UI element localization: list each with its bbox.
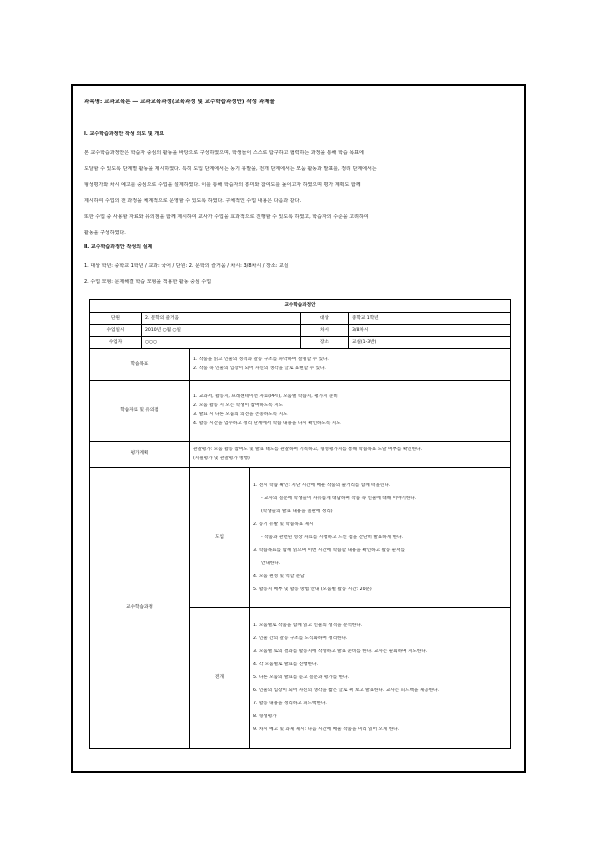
evaluation-label: 평가계획 bbox=[90, 441, 190, 467]
info-value: 2010년 ○월 ○일 bbox=[142, 325, 301, 337]
stage-item: - 교사의 질문에 학생들이 자유롭게 대답하며 작품 속 인물에 대해 이야기한다. bbox=[261, 495, 417, 501]
material-item: 1. 교과서, 활동지, 프레젠테이션 자료(PPT), 모둠별 학습지, 평가지 준비 bbox=[193, 394, 338, 400]
objective-item: 2. 작품 속 인물의 입장이 되어 자신의 생각을 글로 표현할 수 있다. bbox=[193, 366, 326, 372]
stage-label: 도입 bbox=[190, 467, 250, 608]
stage-item: 6. 인물의 입장이 되어 자신의 생각을 짧은 글로 써 보고 발표한다. 교사는 피드백을 제공한다. bbox=[253, 688, 440, 694]
info-label: 수업자 bbox=[90, 337, 142, 349]
stage-item: 9. 차시 예고 및 과제 제시: 다음 시간에 배울 작품을 미리 읽어 오게 한다. bbox=[253, 727, 400, 733]
stage-item: 4. 모둠 편성 및 역할 분담 bbox=[253, 573, 305, 579]
paragraph-line: 활동을 구성하였다. bbox=[84, 230, 126, 236]
objectives-label: 학습목표 bbox=[90, 349, 190, 381]
paragraph-line: 제시하여 수업의 전 과정을 체계적으로 운영할 수 있도록 하였다. 구체적인 수업 내용은 다음과 같다. bbox=[84, 198, 302, 204]
note-line: 2. 수업 모형: 문제해결 학습 모형을 적용한 활동 중심 수업 bbox=[84, 279, 212, 285]
table-row bbox=[90, 381, 511, 441]
stage-item: 2. 동기 유발 및 학습목표 제시 bbox=[253, 521, 314, 527]
stage-item: 1. 전시 학습 확인: 지난 시간에 배운 작품의 줄거리를 함께 떠올린다. bbox=[253, 482, 391, 488]
evaluation-item: 관찰평가: 모둠 활동 참여도 및 발표 태도를 관찰하여 기록하고, 형성평가지를 통해 학습목표 도달 여부를 확인한다. bbox=[193, 446, 423, 452]
lesson-plan-table bbox=[89, 299, 511, 749]
info-label: 대상 bbox=[301, 313, 349, 325]
materials-cell bbox=[190, 381, 511, 441]
stage-item: 3. 학습목표를 함께 읽으며 이번 시간에 학습할 내용을 확인하고 활동 순서를 bbox=[253, 547, 406, 553]
intro-heading: Ⅰ. 교수학습과정안 작성 의도 및 개요 bbox=[84, 131, 165, 137]
info-value: 3/8차시 bbox=[349, 325, 511, 337]
stage-development-cell bbox=[250, 608, 511, 749]
info-value: 중학교 1학년 bbox=[349, 313, 511, 325]
table-title-row bbox=[90, 300, 511, 313]
stage-intro-cell bbox=[250, 467, 511, 608]
stage-item: 2. 인물 간의 갈등 구조를 도식화하여 정리한다. bbox=[253, 636, 348, 642]
stage-item: 5. 다른 모둠의 발표를 듣고 질문과 평가를 한다. bbox=[253, 675, 349, 681]
stage-item: 3. 모둠별 토의 결과를 활동지에 작성하고 발표 준비를 한다. 교사는 순회하며 지도한다. bbox=[253, 649, 428, 655]
info-label: 장소 bbox=[301, 337, 349, 349]
paragraph-line: 도달할 수 있도록 단계별 활동을 제시하였다. 특히 도입 단계에서는 동기 유발을, 전개 단계에서는 모둠 활동과 발표를, 정리 단계에서는 bbox=[84, 166, 377, 172]
table-row bbox=[90, 349, 511, 381]
process-label: 교수학습과정 bbox=[90, 467, 190, 748]
stage-item: - 작품과 관련된 영상 자료를 시청하고 느낀 점을 간단히 발표하게 한다. bbox=[261, 534, 403, 540]
table-row bbox=[90, 467, 511, 608]
table-title: 교수학습과정안 bbox=[90, 300, 511, 313]
table-row bbox=[90, 337, 511, 349]
objectives-cell bbox=[190, 349, 511, 381]
info-value: ○○○ bbox=[142, 337, 301, 349]
material-item: 2. 모둠 활동 시 모든 학생이 참여하도록 지도 bbox=[193, 403, 284, 409]
stage-item: 안내한다. bbox=[261, 560, 281, 566]
table-row bbox=[90, 441, 511, 467]
info-label: 차시 bbox=[301, 325, 349, 337]
stage-item: 7. 활동 내용을 정리하고 피드백한다. bbox=[253, 701, 327, 707]
note-line: 1. 대상 학년: 중학교 1학년 / 교과: 국어 / 단원: 2. 문학의 즐거움 / 차시: 3/8차시 / 장소: 교실 bbox=[84, 263, 289, 269]
table-row bbox=[90, 313, 511, 325]
evaluation-cell bbox=[190, 441, 511, 467]
stage-item: (학생들의 발표 내용을 칠판에 정리) bbox=[261, 508, 333, 514]
info-value: 2. 문학의 즐거움 bbox=[142, 313, 301, 325]
objective-item: 1. 작품을 읽고 인물의 성격과 갈등 구조를 파악하여 설명할 수 있다. bbox=[193, 357, 329, 363]
table-row bbox=[90, 325, 511, 337]
evaluation-item: (지필평가 및 관찰평가 병행) bbox=[193, 455, 250, 461]
materials-label: 학습자료 및 유의점 bbox=[90, 381, 190, 441]
material-item: 3. 발표 시 다른 모둠의 의견을 존중하도록 지도 bbox=[193, 412, 288, 418]
material-item: 4. 활동 시간을 엄수하고 정리 단계에서 학습 내용을 다시 확인하도록 지도 bbox=[193, 421, 341, 427]
info-value: 교실(1-3반) bbox=[349, 337, 511, 349]
paragraph-line: 형성평가와 차시 예고를 중심으로 수업을 설계하였다. 이를 통해 학습자의 흥미와 참여도를 높이고자 하였으며 평가 계획도 함께 bbox=[84, 182, 361, 188]
sub-heading: Ⅱ. 교수학습과정안 작성의 실제 bbox=[84, 244, 153, 250]
stage-item: 4. 각 모둠별로 발표를 진행한다. bbox=[253, 662, 318, 668]
document-title: 과목명: 교과교육론 ― 교과교육과정(교육과정 및 교수학습과정안) 작성 과제물 bbox=[84, 99, 275, 105]
stage-item: 5. 활동지 배부 및 활동 방법 안내 (모둠별 활동 시간: 20분) bbox=[253, 586, 372, 592]
paragraph-line: 또한 수업 중 사용할 자료와 유의점을 함께 제시하여 교사가 수업을 효과적으로 진행할 수 있도록 하였고, 학습자의 수준을 고려하여 bbox=[84, 214, 369, 220]
stage-label: 전개 bbox=[190, 608, 250, 749]
info-label: 수업일시 bbox=[90, 325, 142, 337]
stage-item: 8. 형성평가 bbox=[253, 714, 277, 720]
paragraph-line: 본 교수학습과정안은 학습자 중심의 활동을 바탕으로 구성하였으며, 학생들이 스스로 탐구하고 협력하는 과정을 통해 학습 목표에 bbox=[84, 150, 364, 156]
info-label: 단원 bbox=[90, 313, 142, 325]
stage-item: 1. 모둠별로 작품을 함께 읽고 인물의 성격을 분석한다. bbox=[253, 623, 363, 629]
